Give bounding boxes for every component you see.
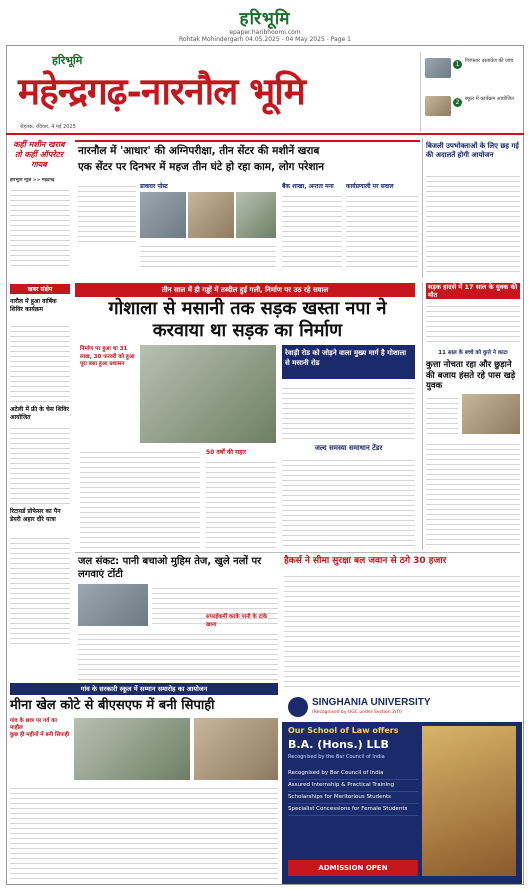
dog-photo[interactable] <box>462 394 520 434</box>
teaser-number: 2 <box>453 98 462 107</box>
shortnews-body <box>10 534 70 644</box>
right-top-title[interactable]: बिजली उपभोक्ताओं के लिए छह गई की अदालतें होगी आयोजन <box>426 142 519 159</box>
lead-sub-1: डाकघर पोस्ट <box>140 183 168 190</box>
edition-line: Rohtak Mohindergarh 04.05.2025 - 04 May 2025 - Page 1 <box>178 36 351 43</box>
road-sub: रेवाड़ी रोड को जोड़ने वाला मुख्य मार्ग है गोशाला से मसानी रोड <box>282 345 415 379</box>
teaser-text[interactable]: गिरफ्तार दस्तावेज की जांच <box>465 58 514 64</box>
lead-sub-3: कार्यप्रणाली पर सवाल <box>346 183 394 190</box>
shortnews-title[interactable]: नारौल में हुआ वार्षिक शिविर कार्यक्रम <box>10 298 57 313</box>
ad-photo <box>422 726 516 876</box>
university-logo-icon <box>288 697 308 717</box>
lead-headline[interactable]: एक सेंटर पर दिनभर में महज तीन घंटे हो रहा काम, लोग परेशान <box>78 161 325 173</box>
ad-point: Recognised by Bar Council of India <box>288 768 418 780</box>
left-teaser-title: कहीं मशीन खराब तो कहीं ऑपरेटर गायब <box>13 140 65 169</box>
road-body-3 <box>206 458 276 548</box>
ad-brand: SINGHANIA UNIVERSITY <box>312 697 431 708</box>
road-quote-head: जल्द समस्या समाधान टेंडर <box>314 444 383 452</box>
left-teaser[interactable] <box>10 140 68 170</box>
games-photo-1[interactable] <box>74 718 190 780</box>
teaser-photo[interactable] <box>425 58 451 78</box>
road-inline-head: 50 वर्षों की राहत <box>206 449 246 456</box>
ad-header <box>282 692 522 722</box>
text-lines <box>10 186 70 266</box>
hacker-body <box>284 572 520 688</box>
games-strip: गांव के सरकारी स्कूल में सम्मान समारोह का आयोजन <box>10 683 278 695</box>
games-body <box>10 784 278 880</box>
masthead-rule <box>6 133 524 135</box>
newspaper-logo: हरिभूमि <box>239 9 291 29</box>
games-bullet: गांव के छात्र पर गर्व का माहौल <box>10 718 57 731</box>
ad-points <box>288 768 418 816</box>
section-divider <box>75 552 520 553</box>
column-divider <box>422 138 423 278</box>
masthead-title: महेन्द्रगढ़-नारनौल भूमि <box>18 69 305 113</box>
water-body <box>78 630 278 680</box>
road-body-2 <box>80 448 200 548</box>
lead-column-3 <box>346 192 418 268</box>
road-body-1 <box>282 384 415 440</box>
lead-column-2 <box>282 192 342 268</box>
university-ad[interactable] <box>282 692 522 884</box>
edition-info <box>0 29 530 43</box>
road-top-line: तीन साल में ही गड्ढों में तब्दील हुई गली, निर्माण पर उठ रहे सवाल <box>75 283 415 297</box>
shortnews-body <box>10 322 70 402</box>
dog-note: 11 साल के बच्चे को कुत्ते ने काटा <box>438 350 508 356</box>
ad-cta-button[interactable]: ADMISSION OPEN <box>288 860 418 876</box>
road-callout: निर्माण पर हुआ था 31 लाख, 30 फरवरी को हुआ पूरा बसा हुआ प्रशासन <box>80 346 135 367</box>
lead-photo-2[interactable] <box>188 192 234 238</box>
teaser-text[interactable]: स्कूल में कार्यक्रम आयोजित <box>465 96 514 102</box>
road-headline[interactable]: गोशाला से मसानी तक सड़क खस्ता नपा ने करवाया था सड़क का निर्माण <box>108 298 387 341</box>
shortnews-body <box>10 424 70 504</box>
teaser-number: 1 <box>453 60 462 69</box>
shortnews-title[interactable]: रिटायर्ड प्रोफेसर का पैन डेयरी अहार दौरे यात्रा <box>10 508 61 523</box>
lead-sub-2: बैंक शाखा, अन्ततः मना <box>282 183 334 190</box>
lead-rule <box>75 140 420 142</box>
column-divider <box>422 282 423 550</box>
dog-body-2 <box>426 440 520 548</box>
masthead-dateline: रोहतक, रविवार, 4 मई 2025 <box>20 124 76 130</box>
right-top-body <box>426 172 520 276</box>
games-photo-2[interactable] <box>194 718 278 780</box>
ad-heading: Our School of Law offers <box>288 726 399 735</box>
dog-headline[interactable]: कुत्ता नोचता रहा और छुड़ाने की बजाय हंसते रहे पास खड़े युवक <box>426 360 516 391</box>
ad-note: Recognised by the Bar Council of India <box>288 754 385 760</box>
games-bullet: कुछ ही महीनों में बनी सिपाही <box>10 732 70 738</box>
water-photo[interactable] <box>78 584 148 626</box>
masthead-side-teasers <box>420 52 520 132</box>
lead-photo-1[interactable] <box>140 192 186 238</box>
water-side-head: सफाईकर्मी करके पानी के टांके खाना <box>206 614 268 628</box>
games-headline[interactable]: मीना खेल कोटे से बीएसएफ में बनी सिपाही <box>10 698 215 713</box>
left-teaser-byline: हरिभूमि न्यूज >> महेंद्रगढ़ <box>10 178 55 183</box>
left-teaser-body <box>10 178 70 278</box>
ad-tagline: (Recognised by UGC under Section 2(f)) <box>312 710 402 715</box>
teaser-photo[interactable] <box>425 96 451 116</box>
road-body-4 <box>282 456 415 548</box>
accident-title[interactable]: सड़क हादसे में 17 साल के युवक की मौत <box>426 283 520 299</box>
ad-point: Assured Internship & Practical Training <box>288 780 418 792</box>
lead-column-1 <box>78 182 136 242</box>
games-bullets <box>10 718 70 739</box>
ad-point: Specialist Concessions for Female Students <box>288 804 418 816</box>
shortnews-title[interactable]: अटेली में फ्री के चेस शिविर आयोजित <box>10 406 69 421</box>
lead-kicker[interactable]: नारनौल में 'आधार' की अग्निपरीक्षा, तीन सेंटर की मशीनें खराब <box>78 145 320 157</box>
lead-caption <box>140 242 276 270</box>
shortnews-label: खबर संक्षेप <box>10 284 70 294</box>
accident-body <box>426 302 520 344</box>
epaper-url[interactable]: epaper.haribhoomi.com <box>229 29 301 36</box>
road-photo[interactable] <box>140 345 276 443</box>
lead-photo-3[interactable] <box>236 192 276 238</box>
dog-body-1 <box>426 394 458 434</box>
water-headline[interactable]: जल संकट: पानी बचाओ मुहिम तेज, खुले नलों पर लगवाएं टोंटी <box>78 556 262 580</box>
hacker-headline[interactable]: हैकर्स ने सीमा सुरक्षा बल जवान से ठगे 30 हजार <box>284 556 447 566</box>
ad-program: B.A. (Hons.) LLB <box>288 738 389 751</box>
ad-point: Scholarships for Meritorious Students <box>288 792 418 804</box>
masthead-small-logo: हरिभूमि <box>52 54 83 67</box>
